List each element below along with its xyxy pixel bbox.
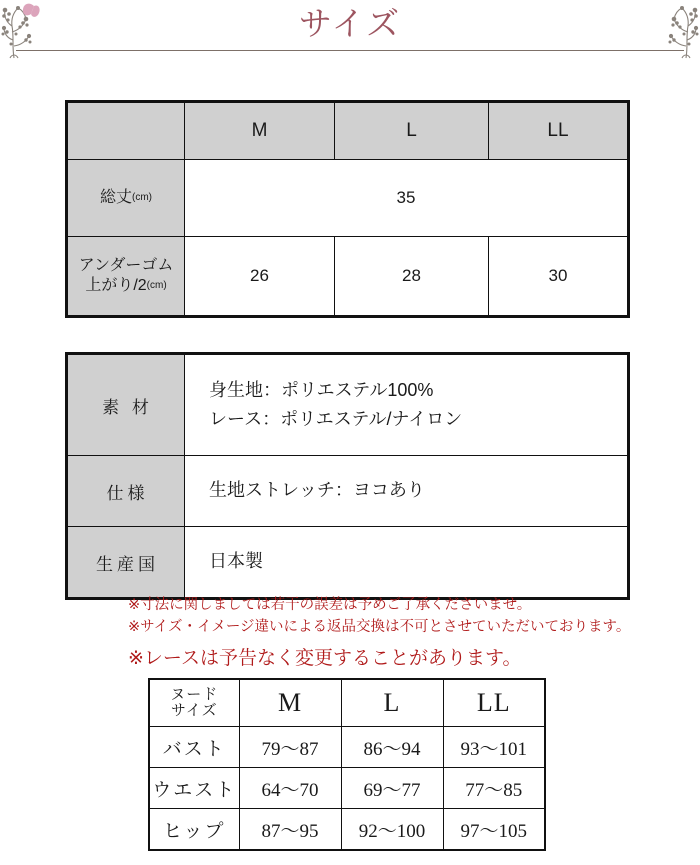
size-measurement-table <box>65 100 630 318</box>
row-label-material: 素 材 <box>67 354 185 456</box>
nude-table-corner <box>149 679 239 727</box>
table-row <box>149 768 545 809</box>
note-measurement-tolerance: ※寸法に関しましては若干の誤差は予めご了承くださいませ。 <box>128 597 532 613</box>
specification-table <box>65 352 630 600</box>
table-row <box>67 160 629 237</box>
table-row <box>67 456 629 527</box>
row-label-total-length <box>67 160 185 237</box>
cell-hip-m: 87〜95 <box>239 809 341 851</box>
material-line1: 身生地：ポリエステル100% <box>209 379 434 400</box>
cell-bust-l: 86〜94 <box>341 727 443 768</box>
page-title: サイズ <box>298 7 402 43</box>
row-label-bust: バスト <box>149 727 239 768</box>
cell-origin-value: 日本製 <box>185 527 629 599</box>
row-label-hip: ヒップ <box>149 809 239 851</box>
header-divider <box>16 50 684 51</box>
cell-hip-l: 92〜100 <box>341 809 443 851</box>
table-row <box>67 237 629 317</box>
nude-column-header-ll: LL <box>443 679 545 727</box>
nude-corner-line2: サイズ <box>170 703 218 719</box>
column-header-ll: LL <box>489 102 629 160</box>
row-label-text: 総丈 <box>99 189 132 206</box>
row-label-waist: ウエスト <box>149 768 239 809</box>
cell-waist-l: 69〜77 <box>341 768 443 809</box>
unit-label: (cm) <box>146 280 167 291</box>
row-label-under-elastic <box>67 237 185 317</box>
cell-bust-ll: 93〜101 <box>443 727 545 768</box>
nude-column-header-m: M <box>239 679 341 727</box>
note-no-returns: ※サイズ・イメージ違いによる返品交換は不可とさせていただいております。 <box>128 619 631 636</box>
cell-under-elastic-m: 26 <box>185 237 335 317</box>
size-table-corner <box>67 102 185 160</box>
disclaimer-notes <box>128 594 630 674</box>
cell-bust-m: 79〜87 <box>239 727 341 768</box>
cell-feature-value: 生地ストレッチ：ヨコあり <box>185 456 629 527</box>
row-label-origin: 生産国 <box>67 527 185 599</box>
table-header-row <box>67 102 629 160</box>
cell-material-value <box>185 354 629 456</box>
cell-waist-ll: 77〜85 <box>443 768 545 809</box>
table-row <box>67 354 629 456</box>
nude-corner-line1: ヌード <box>170 686 219 703</box>
table-row <box>149 809 545 851</box>
cell-waist-m: 64〜70 <box>239 768 341 809</box>
nude-column-header-l: L <box>341 679 443 727</box>
nude-size-table <box>148 678 546 851</box>
cell-total-length-all: 35 <box>185 160 629 237</box>
unit-label: (cm) <box>132 192 152 203</box>
cell-under-elastic-ll: 30 <box>489 237 629 317</box>
table-row <box>149 727 545 768</box>
cell-under-elastic-l: 28 <box>335 237 489 317</box>
material-line2: レース：ポリエステル/ナイロン <box>209 409 463 429</box>
table-row <box>67 527 629 599</box>
column-header-l: L <box>335 102 489 160</box>
page-header <box>0 0 700 62</box>
row-label-feature: 仕様 <box>67 456 185 527</box>
row-label-line2: 上がり/2 <box>85 277 147 294</box>
column-header-m: M <box>185 102 335 160</box>
table-header-row <box>149 679 545 727</box>
row-label-line1: アンダーゴム <box>78 257 174 274</box>
note-lace-change: ※レースは予告なく変更することがあります。 <box>128 648 522 670</box>
cell-hip-ll: 97〜105 <box>443 809 545 851</box>
